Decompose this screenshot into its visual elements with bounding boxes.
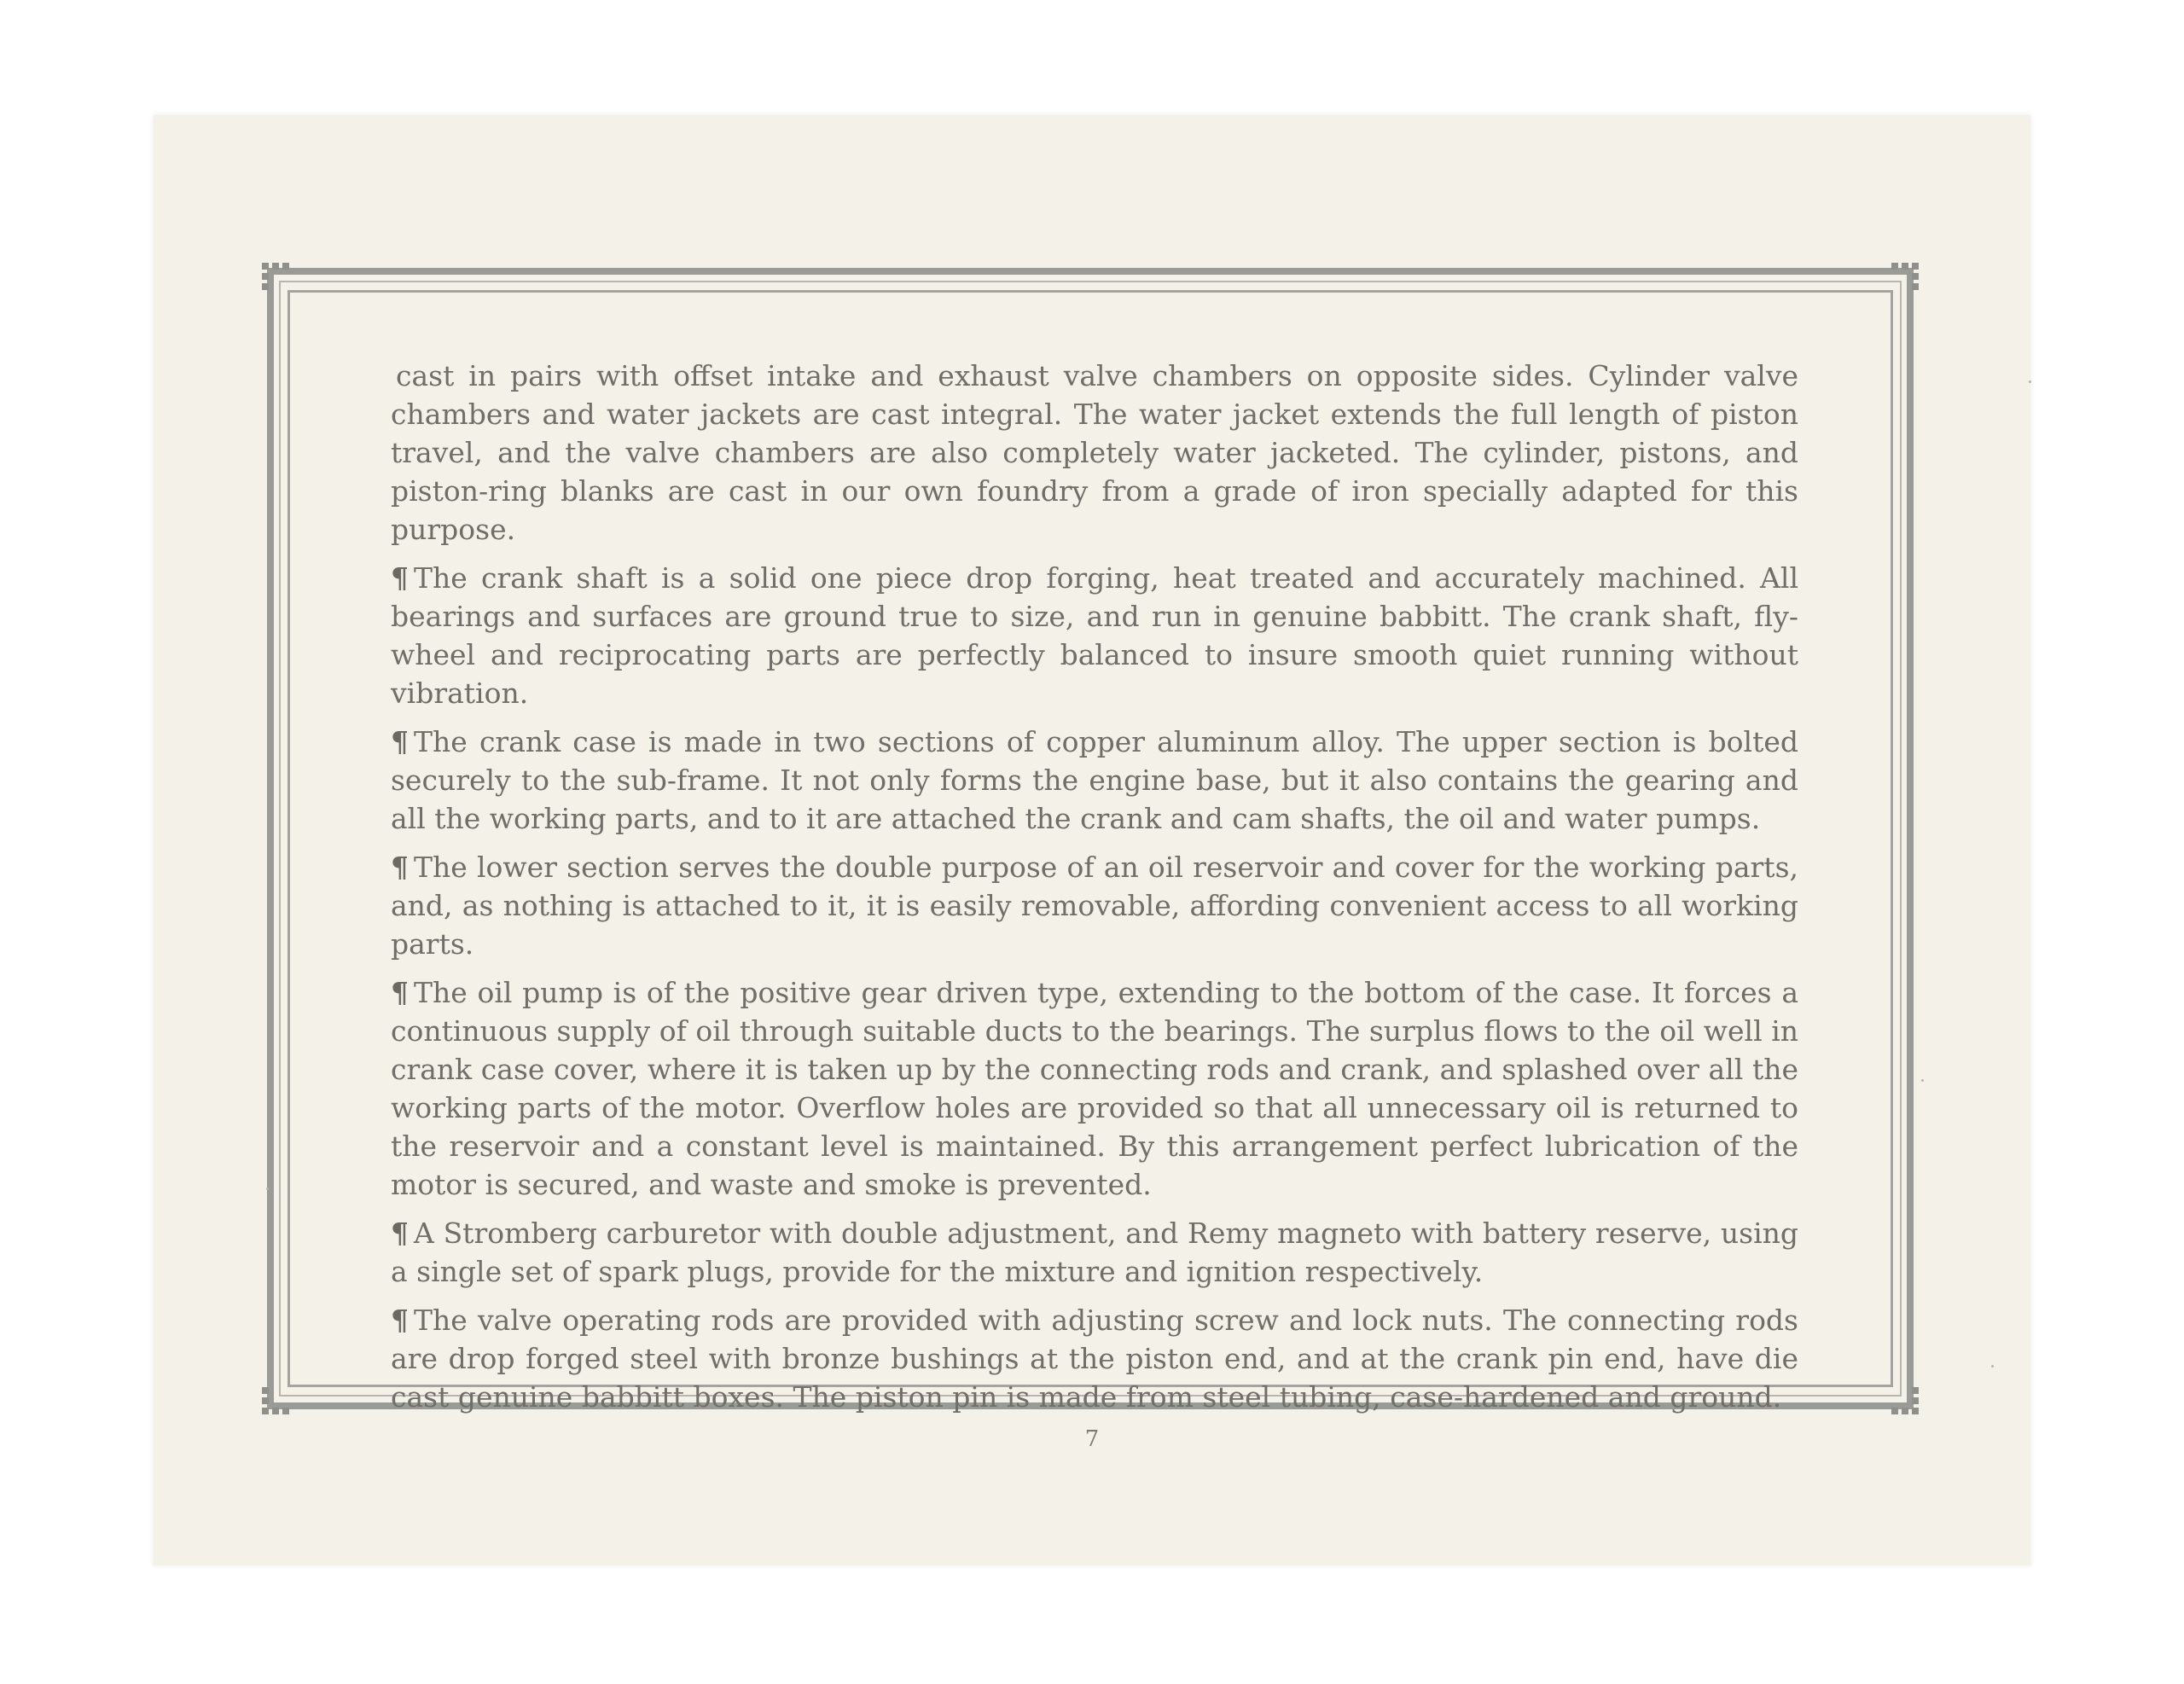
corner-ornament-bottom-left [262,1385,291,1414]
paragraph-mark-icon: ¶ [391,1217,409,1250]
body-text [391,357,1798,1426]
paper-speck [266,1188,269,1190]
paragraph-mark-icon: ¶ [391,561,409,595]
paragraph [391,1301,1798,1416]
paragraph-mark-icon: ¶ [391,976,409,1009]
paragraph-text: The crank shaft is a solid one piece drop forging, heat treated and accurately machined. All bearings and surfaces are ground true to size, and run in genuine babbitt. The crank shaft, fly-wheel and reciprocating parts are perfectly balanced to insure smooth quiet running without vibration. [391,561,1798,710]
paragraph [391,357,1798,549]
paragraph [391,723,1798,838]
paragraph [391,973,1798,1204]
paragraph-mark-icon: ¶ [391,851,409,884]
paragraph-text: A Stromberg carburetor with double adjustment, and Remy magneto with battery reserve, using a single set of spark plugs, provide for the mixture and ignition respectively. [391,1217,1798,1288]
page-number: 7 [1084,1426,1100,1452]
paragraph [391,1214,1798,1291]
paper-speck [1921,1079,1924,1082]
paragraph [391,559,1798,712]
corner-ornament-bottom-right [1890,1385,1919,1414]
paragraph-text: The valve operating rods are provided with adjusting screw and lock nuts. The connecting rods are drop forged steel with bronze bushings at the piston end, and at the crank pin end, have die cast genuine babbitt boxes. The piston pin is made from steel tubing, case-hardened and ground. [391,1304,1798,1414]
paragraph-text: cast in pairs with offset intake and exhaust valve chambers on opposite sides. Cylinder valve chambers and water jackets are cast integral. The water jacket extends the full length of piston travel, and the valve chambers are also completely water jacketed. The cylinder, pistons, and piston-ring blanks are cast in our own foundry from a grade of iron specially adapted for this purpose. [391,359,1798,546]
paragraph-text: The crank case is made in two sections of copper aluminum alloy. The upper section is bolted securely to the sub-frame. It not only forms the engine base, but it also contains the gearing and all the working parts, and to it are attached the crank and cam shafts, the oil and water pumps. [391,725,1798,835]
paragraph-text: The oil pump is of the positive gear driven type, extending to the bottom of the case. It forces a continuous supply of oil through suitable ducts to the bearings. The surplus flows to the oil well in crank case cover, where it is taken up by the connecting rods and crank, and splashed over all the working parts of the motor. Overflow holes are provided so that all unnecessary oil is returned to the reservoir and a constant level is maintained. By this arrangement perfect lubrication of the motor is secured, and waste and smoke is prevented. [391,976,1798,1201]
corner-ornament-top-right [1890,263,1919,292]
paper-speck [2029,380,2031,383]
paper-speck [1991,1365,1994,1368]
corner-ornament-top-left [262,263,291,292]
paragraph-mark-icon: ¶ [391,1304,409,1337]
paragraph-mark-icon: ¶ [391,725,409,758]
paragraph-text: The lower section serves the double purpose of an oil reservoir and cover for the working parts, and, as nothing is attached to it, it is easily removable, affording convenient access to all working parts. [391,851,1798,961]
paragraph [391,848,1798,963]
